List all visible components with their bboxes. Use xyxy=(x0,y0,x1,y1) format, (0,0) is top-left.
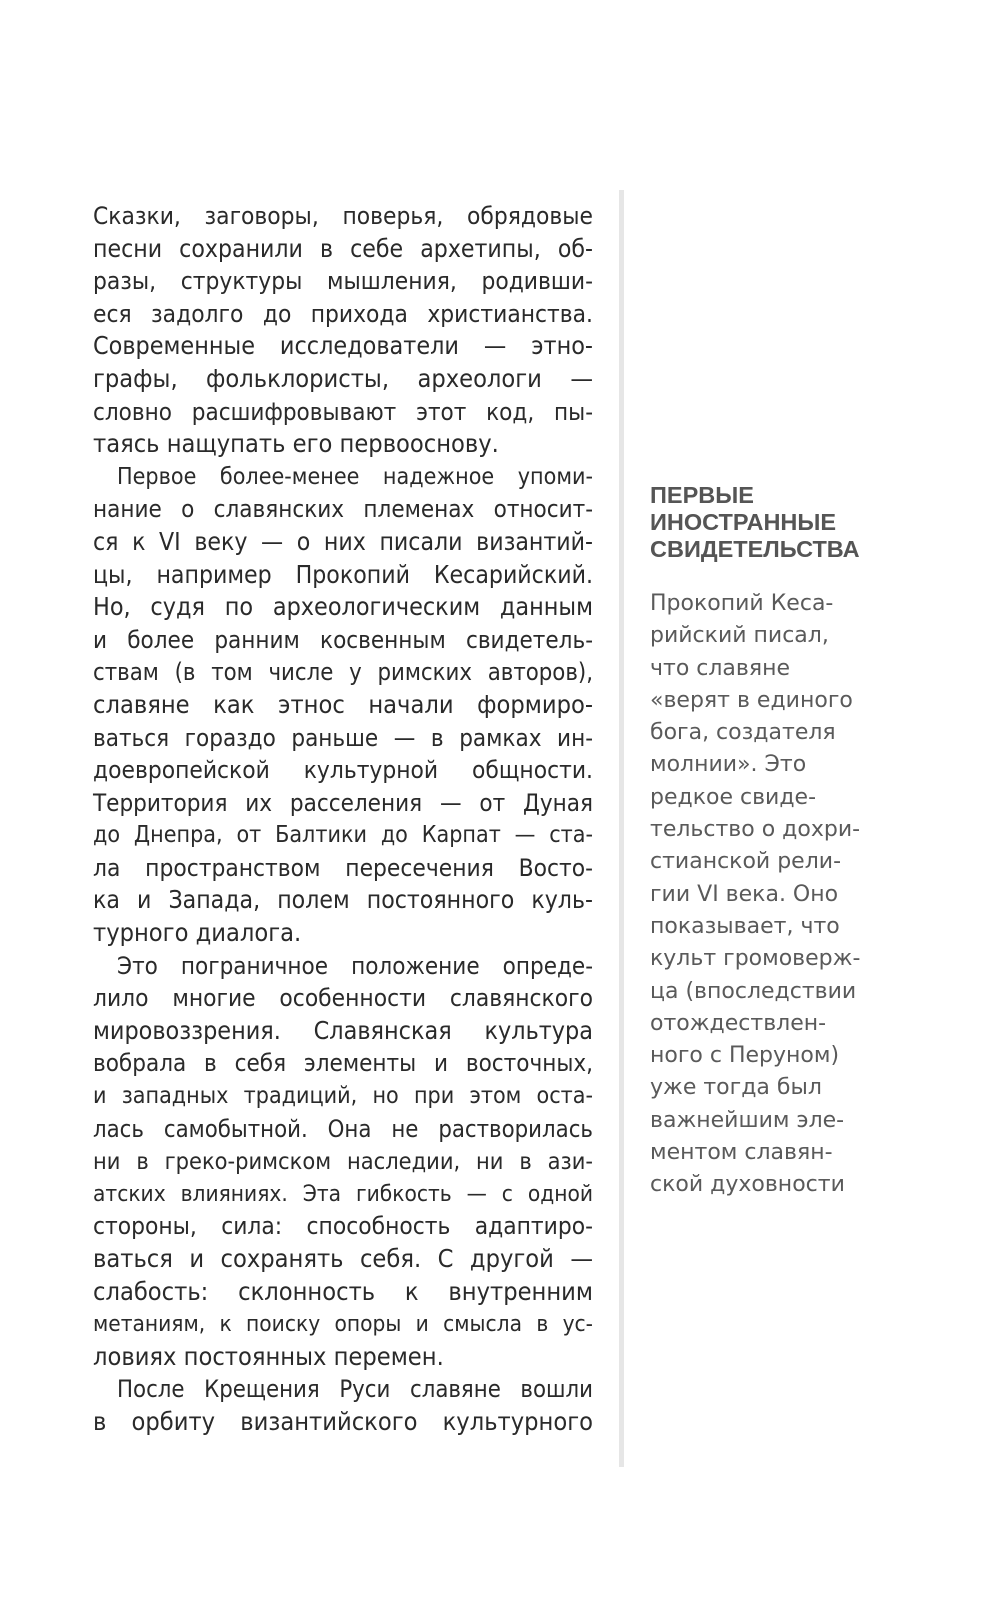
text-line: Сказки, заговоры, поверья, обрядовые xyxy=(93,201,593,230)
text-line: ваться и сохранять себя. С другой — xyxy=(93,1244,593,1273)
column-divider xyxy=(619,190,624,1467)
sidebar-line: ской духовности xyxy=(650,1172,845,1198)
text-line: лило многие особенности славянского xyxy=(93,983,593,1013)
sidebar-line: Прокопий Кеса- xyxy=(650,591,834,616)
sidebar-line: культ громоверж- xyxy=(650,946,861,972)
text-line: Это пограничное положение опреде- xyxy=(117,951,593,980)
sidebar-line: ментом славян- xyxy=(650,1140,833,1166)
text-line: Первое более-менее надежное упоми- xyxy=(117,463,593,490)
text-line: Территория их расселения — от Дуная xyxy=(93,788,593,817)
text-line: стороны, сила: способность адаптиро- xyxy=(93,1211,593,1241)
sidebar-line: уже тогда был xyxy=(650,1075,822,1101)
text-line: и более ранним косвенным свидетель- xyxy=(93,625,593,654)
text-line: ваться гораздо раньше — в рамках ин- xyxy=(93,723,593,752)
text-line: цы, например Прокопий Кесарийский. xyxy=(93,559,593,589)
sidebar-line: ца (впоследствии xyxy=(650,978,857,1004)
text-line: Но, судя по археологическим данным xyxy=(93,592,593,622)
text-line: ла пространством пересечения Восто- xyxy=(93,852,593,882)
sidebar-line: бога, создателя xyxy=(650,720,836,746)
text-line: еся задолго до прихода христианства. xyxy=(93,298,593,328)
text-line: турного диалога. xyxy=(93,918,302,948)
text-line: словно расшифровывают этот код, пы- xyxy=(93,397,593,426)
sidebar-line: отождествлен- xyxy=(650,1010,827,1036)
text-line: После Крещения Руси славяне вошли xyxy=(117,1375,593,1404)
text-line: ка и Запада, полем постоянного куль- xyxy=(93,885,593,915)
text-line: доевропейской культурной общности. xyxy=(93,755,593,785)
text-line: таясь нащупать его первооснову. xyxy=(93,429,499,459)
sidebar-line: показывает, что xyxy=(650,913,840,939)
text-line: ствам (в том числе у римских авторов), xyxy=(93,658,593,687)
text-line: мировоззрения. Славянская культура xyxy=(93,1015,593,1045)
text-line: до Днепра, от Балтики до Карпат — ста- xyxy=(93,822,593,849)
text-line: славяне как этнос начали формиро- xyxy=(93,689,593,719)
text-line: атских влияниях. Эта гибкость — с одной xyxy=(93,1180,593,1207)
sidebar-line: важнейшим эле- xyxy=(650,1107,845,1133)
sidebar-title-line: ПЕРВЫЕ xyxy=(650,482,754,508)
text-line: ни в греко-римском наследии, ни в ази- xyxy=(93,1147,593,1176)
sidebar-line: стианской рели- xyxy=(650,849,842,875)
text-line: графы, фольклористы, археологи — xyxy=(93,363,593,393)
sidebar-line: рийский писал, xyxy=(650,623,829,649)
sidebar-line: ного с Перуном) xyxy=(650,1043,840,1069)
text-line: метаниям, к поиску опоры и смысла в ус- xyxy=(93,1311,593,1338)
sidebar-body xyxy=(650,588,890,1202)
sidebar-title-line: ИНОСТРАННЫЕ xyxy=(650,509,837,535)
text-line: лась самобытной. Она не растворилась xyxy=(93,1114,593,1143)
sidebar-line: молнии». Это xyxy=(650,752,807,778)
sidebar-line: что славяне xyxy=(650,655,791,681)
text-line: Современные исследователи — этно- xyxy=(93,331,593,361)
sidebar-line: редкое свиде- xyxy=(650,784,817,810)
text-line: разы, структуры мышления, родивши- xyxy=(93,266,593,296)
main-text-column xyxy=(93,200,593,1439)
text-line: ся к VI веку — о них писали византий- xyxy=(93,526,593,556)
sidebar-title xyxy=(650,482,890,563)
text-line: песни сохранили в себе архетипы, об- xyxy=(93,233,593,263)
text-line: слабость: склонность к внутренним xyxy=(93,1276,593,1306)
sidebar-line: «верят в единого xyxy=(650,687,853,713)
sidebar-line: гии VI века. Оно xyxy=(650,881,839,907)
sidebar-title-line: СВИДЕТЕЛЬСТВА xyxy=(650,536,860,562)
text-line: вобрала в себя элементы и восточных, xyxy=(93,1049,593,1078)
sidebar-line: тельство о дохри- xyxy=(650,817,861,843)
text-line: ловиях постоянных перемен. xyxy=(93,1341,444,1371)
text-line: и западных традиций, но при этом оста- xyxy=(93,1083,593,1110)
text-line: в орбиту византийского культурного xyxy=(93,1406,593,1436)
text-line: нание о славянских племенах относит- xyxy=(93,495,593,524)
